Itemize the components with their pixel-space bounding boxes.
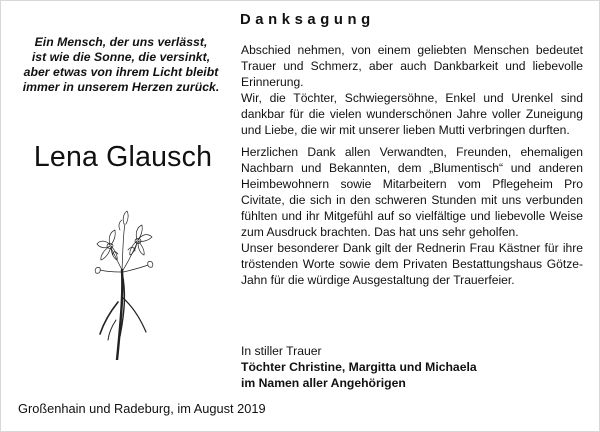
mourners-family: im Namen aller Angehörigen [241,375,406,390]
memorial-quote [18,35,224,95]
signature-block [241,344,477,391]
deceased-name: Lena Glausch [33,141,213,173]
thank-you-text [241,43,583,289]
paragraph: Abschied nehmen, von einem geliebten Menschen bedeutet Trauer und Schmerz, aber auch Dankbarkeit und liebevolle Erinnerung. [241,43,583,89]
paragraph: Unser besonderer Dank gilt der Rednerin Frau Kästner für ihre tröstenden Worte sowie dem Privaten Bestattungshaus Götze-Jahn für die würdige Ausgestaltung der Trauerfeier. [241,240,583,287]
closing-intro: In stiller Trauer [241,344,322,358]
quote-line: ist wie die Sonne, die versinkt, [31,50,211,64]
notice-heading: Danksagung [240,12,375,28]
paragraph: Herzlichen Dank allen Verwandten, Freunden, ehemaligen Nachbarn und Bekannten, dem „Blumentisch“ und anderen Heimbewohnern sowie Mitarbeitern vom Pflegeheim Pro Civitate, die sich in den schweren Stunden mit uns verbunden fühlten und ihr Mitgefühl auf so vielfältige und liebevolle Weise zum Ausdruck brachten. Das hat uns sehr geholfen. [241,145,583,239]
daffodil-icon [82,210,166,360]
place-date-footer: Großenhain und Radeburg, im August 2019 [18,401,266,416]
quote-line: Ein Mensch, der uns verlässt, [34,35,208,49]
quote-line: aber etwas von ihrem Licht bleibt [23,65,219,79]
mourners-names: Töchter Christine, Margitta und Michaela [241,359,477,374]
paragraph: Wir, die Töchter, Schwiegersöhne, Enkel und Urenkel sind dankbar für die vielen wunderschönen Jahre voller Zuneigung und Liebe, die wir mit unserer lieben Mutti verbringen durften. [241,90,583,137]
quote-line: immer in unserem Herzen zurück. [22,80,220,94]
